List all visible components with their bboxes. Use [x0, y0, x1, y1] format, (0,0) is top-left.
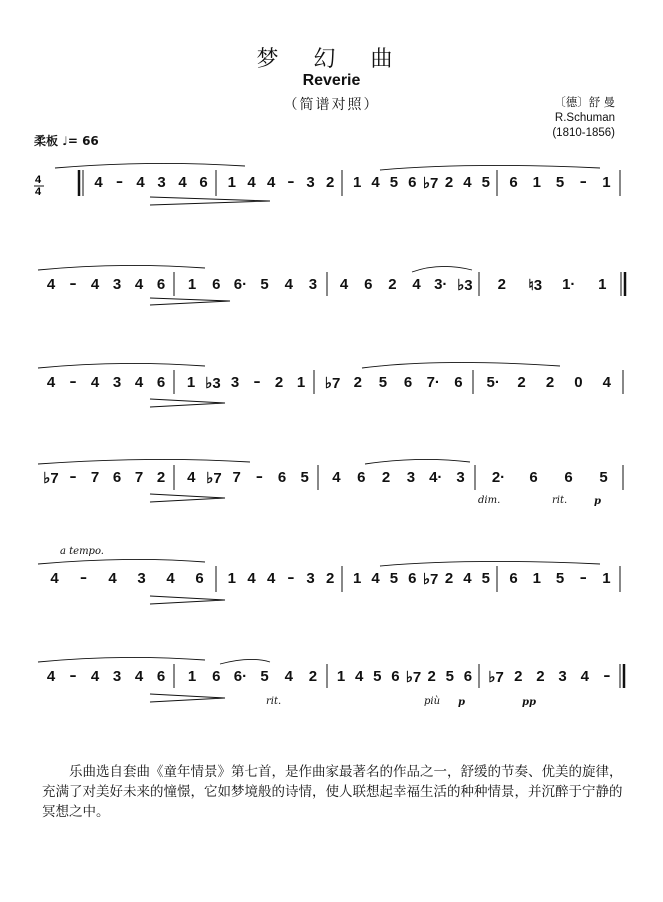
line-3-slur — [38, 363, 205, 368]
note: 4 — [284, 276, 293, 293]
note: 1 — [532, 570, 541, 587]
note: 5 — [378, 374, 388, 391]
note: 6 — [156, 668, 166, 685]
expression-marking: p — [458, 697, 465, 708]
duration-dash: – — [69, 276, 77, 292]
note: 1 — [336, 668, 346, 685]
note: 3 — [558, 668, 567, 685]
note: 0 — [574, 374, 583, 391]
note: 2 — [325, 570, 335, 587]
expression-marking: rit. — [266, 696, 282, 707]
duration-dash: – — [255, 469, 263, 485]
duration-dash: – — [69, 469, 77, 485]
line-4-barlines — [174, 465, 623, 490]
note: 3 — [112, 668, 122, 685]
note: 4 — [355, 668, 364, 685]
note: 3 — [308, 276, 318, 293]
composer-name-en: R.Schuman — [554, 112, 615, 124]
note: 3 — [406, 469, 416, 486]
note: 7 — [134, 469, 144, 486]
description-paragraph: 乐曲选自套曲《童年情景》第七首，是作曲家最著名的作品之一，舒缓的节奏、优美的旋律，充满了对美好未来的憧憬，它如梦境般的诗情，使人联想起幸福生活的种种情景，并沉醉于宁静的冥想之中。 — [42, 763, 623, 820]
note: 1 — [296, 374, 306, 391]
line-3-crescendo — [150, 399, 225, 407]
note: 4 — [284, 668, 293, 685]
note: 2 — [497, 276, 506, 293]
note: 4 — [134, 668, 144, 685]
note: 7· — [426, 374, 440, 391]
expression-marking: più — [424, 696, 441, 707]
note: 4 — [371, 570, 380, 587]
note: 2 — [353, 374, 362, 391]
expression-marking: p — [594, 496, 601, 507]
line-2-slur — [38, 265, 205, 270]
note: 6 — [454, 374, 463, 391]
note: 5 — [445, 668, 454, 685]
note: 6 — [403, 374, 413, 391]
note: ♭7 — [324, 375, 341, 392]
note: 2 — [514, 668, 523, 685]
note: 2· — [491, 469, 506, 486]
note: 5 — [260, 276, 269, 293]
note: 4 — [178, 174, 187, 191]
note: ♭7 — [405, 669, 422, 686]
line-4-slur — [38, 459, 250, 464]
note: 7 — [90, 469, 100, 486]
note: 5· — [486, 374, 500, 391]
note: 4 — [463, 174, 472, 191]
line-1-slur-2 — [380, 165, 600, 170]
note: 4 — [266, 174, 276, 191]
note: 4 — [332, 469, 341, 486]
note: 2 — [444, 570, 454, 587]
note: 3 — [456, 469, 465, 486]
note: 4 — [247, 174, 256, 191]
note: 4 — [136, 174, 145, 191]
expression-marking: dim. — [478, 495, 501, 506]
expression-marking: pp — [522, 697, 536, 708]
note: 1 — [186, 374, 196, 391]
tempo-marking: 柔板 ♩= 66 — [34, 134, 99, 148]
duration-dash: – — [116, 174, 123, 190]
note: 1 — [532, 174, 541, 191]
note: 2 — [536, 668, 545, 685]
note: ♭7 — [488, 669, 504, 686]
line-5-slur — [38, 559, 205, 564]
line-4-slur-2 — [365, 459, 470, 464]
note: 2 — [325, 174, 335, 191]
note: 4 — [90, 374, 100, 391]
line-3-barlines — [174, 370, 623, 394]
note: 6 — [564, 469, 573, 486]
duration-dash: – — [80, 570, 87, 586]
notation-note: （简谱对照） — [283, 97, 380, 113]
composer-years: (1810-1856) — [552, 127, 615, 139]
time-signature-bottom: 4 — [35, 186, 42, 198]
note: ♭7 — [43, 470, 59, 487]
page-title: 梦 幻 曲 — [256, 47, 407, 72]
note: 6 — [408, 174, 417, 191]
note: 6 — [112, 469, 122, 486]
note: 6 — [364, 276, 373, 293]
note: 6 — [463, 668, 473, 685]
duration-dash: – — [579, 570, 587, 586]
duration-dash: – — [287, 174, 295, 190]
note: 4 — [50, 570, 59, 587]
note: 2 — [308, 668, 318, 685]
note: 5 — [481, 174, 490, 191]
note: 3 — [230, 374, 240, 391]
note: 5 — [300, 469, 309, 486]
note: 1 — [602, 174, 611, 191]
note: 4 — [134, 276, 144, 293]
note: 2 — [444, 174, 454, 191]
note: ♭3 — [205, 375, 221, 392]
note: 1 — [187, 276, 197, 293]
line-5-slur-2 — [380, 561, 600, 566]
note: ♭3 — [457, 277, 473, 294]
line-2-crescendo — [150, 298, 230, 305]
note: 5 — [389, 570, 399, 587]
note: 5 — [555, 174, 565, 191]
note: 5 — [555, 570, 565, 587]
note: 6 — [195, 570, 204, 587]
note: ♭7 — [206, 470, 222, 487]
line-6-fermata-arc — [220, 659, 270, 664]
note: 3 — [306, 174, 315, 191]
note: ♭7 — [422, 175, 439, 192]
note: 1 — [187, 668, 197, 685]
note: 1· — [562, 276, 576, 293]
note: 2 — [517, 374, 526, 391]
note: 1 — [353, 174, 362, 191]
time-signature-top: 4 — [35, 174, 42, 186]
line-1-slur — [55, 163, 245, 168]
note: 6 — [509, 570, 518, 587]
note: 5 — [389, 174, 399, 191]
duration-dash: – — [69, 668, 77, 684]
note: 4 — [339, 276, 349, 293]
note: 4 — [46, 374, 56, 391]
note: 6 — [156, 374, 166, 391]
note: 5 — [599, 469, 608, 486]
page-subtitle: Reverie — [302, 72, 361, 89]
line-1-crescendo — [150, 197, 270, 205]
note: 1 — [602, 570, 611, 587]
note: 2 — [545, 374, 555, 391]
note: 6 — [529, 469, 538, 486]
note: 3 — [157, 174, 166, 191]
note: 3 — [112, 276, 122, 293]
note: 6 — [277, 469, 287, 486]
note: 4 — [463, 570, 472, 587]
note: 2 — [427, 668, 436, 685]
note: 4 — [247, 570, 256, 587]
note: 6 — [199, 174, 208, 191]
duration-dash: – — [69, 374, 77, 390]
note: 4 — [412, 276, 421, 293]
note: 5 — [481, 570, 490, 587]
line-4-crescendo — [150, 494, 225, 502]
duration-dash: – — [253, 374, 261, 390]
note: 6 — [212, 668, 221, 685]
note: 6 — [391, 668, 400, 685]
note: 5 — [373, 668, 382, 685]
duration-dash: – — [287, 570, 295, 586]
note: 1 — [227, 174, 236, 191]
note: 3· — [434, 276, 448, 293]
note: 5 — [260, 668, 269, 685]
line-3-slur-2 — [362, 362, 560, 368]
note: 2 — [388, 276, 397, 293]
composer-name-cn: 〔德〕舒 曼 — [554, 97, 615, 109]
note: 6 — [357, 469, 366, 486]
note: 1 — [598, 276, 607, 293]
note: 6 — [156, 276, 166, 293]
note: ♮3 — [528, 277, 543, 294]
note: 4 — [266, 570, 276, 587]
note: 6 — [509, 174, 518, 191]
note: 4 — [46, 668, 56, 685]
note: 6 — [212, 276, 221, 293]
note: 2 — [156, 469, 166, 486]
note: ♭7 — [422, 571, 439, 588]
note: 4 — [134, 374, 144, 391]
note: 4 — [580, 668, 589, 685]
note: 2 — [274, 374, 284, 391]
note: 4 — [187, 469, 196, 486]
note: 4 — [166, 570, 175, 587]
note: 7 — [232, 469, 241, 486]
note: 4 — [90, 276, 100, 293]
note: 6 — [408, 570, 417, 587]
note: 1 — [227, 570, 236, 587]
note: 3 — [306, 570, 315, 587]
line-6-slur — [38, 657, 205, 662]
expression-marking: a tempo. — [60, 546, 104, 557]
expression-marking: rit. — [552, 495, 568, 506]
note: 2 — [381, 469, 391, 486]
note: 4 — [90, 668, 100, 685]
duration-dash: – — [603, 668, 611, 684]
note: 4 — [108, 570, 117, 587]
note: 6· — [233, 668, 248, 685]
note: 3 — [137, 570, 146, 587]
note: 1 — [353, 570, 362, 587]
note: 3 — [112, 374, 122, 391]
note: 4 — [371, 174, 380, 191]
note: 4 — [94, 174, 103, 191]
note: 4· — [429, 469, 443, 486]
note: 6· — [233, 276, 248, 293]
note: 4 — [602, 374, 611, 391]
note: 4 — [46, 276, 56, 293]
line-5-crescendo — [150, 596, 225, 604]
duration-dash: – — [579, 174, 587, 190]
line-2-slur-2 — [412, 266, 472, 272]
line-6-crescendo — [150, 694, 225, 702]
